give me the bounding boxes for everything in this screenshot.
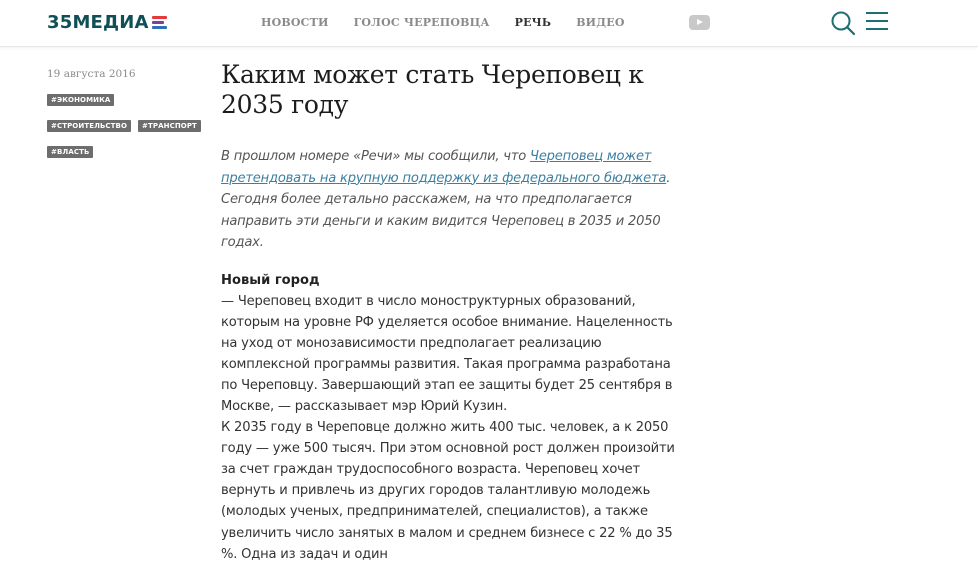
lead-text-after: . Сегодня более детально расскажем, на что предполагается направить эти деньги и каким видится Череповец в 2035 и 2050 годах. [221,170,671,250]
tag-power[interactable]: #ВЛАСТЬ [47,146,93,158]
tag-economy[interactable]: #ЭКОНОМИКА [47,94,114,106]
tag-transport[interactable]: #ТРАНСПОРТ [138,120,201,132]
search-icon[interactable] [830,10,856,36]
lead-text-before: В прошлом номере «Речи» мы сообщили, что [221,149,531,164]
nav-golos-cherepovtsa[interactable]: ГОЛОС ЧЕРЕПОВЦА [353,16,490,29]
article-lead [221,146,676,254]
section-heading: Новый город [221,272,320,288]
tag-list [47,94,207,158]
article-body [221,291,676,565]
article-title: Каким может стать Череповец к 2035 году [221,60,644,119]
nav-video[interactable]: ВИДЕО [576,16,625,29]
nav-news[interactable]: НОВОСТИ [261,16,329,29]
logo-text: 35МЕДИА [47,12,149,33]
logo-lines-icon [152,16,167,29]
nav-rech[interactable]: РЕЧЬ [514,16,552,29]
article-date: 19 августа 2016 [47,68,136,80]
menu-icon[interactable] [866,12,888,32]
lead-link[interactable]: Череповец может претендовать на крупную поддержку из федерального бюджета [221,149,667,186]
paragraph: — Череповец входит в число моноструктурных образований, которым на уровне РФ уделяется особое внимание. Нацеленность на уход от монозависимости предполагает реализацию комплексной программы развития. Такая программа разработана по Череповцу. Завершающий этап ее защиты будет 25 сентября в Москве, — рассказывает мэр Юрий Кузин. [221,293,673,414]
site-logo[interactable] [47,12,167,33]
article-sidebar [47,68,207,158]
main-nav [261,16,650,29]
tag-construction[interactable]: #СТРОИТЕЛЬСТВО [47,120,131,132]
youtube-icon[interactable] [689,15,710,30]
paragraph: К 2035 году в Череповце должно жить 400 тыс. человек, а к 2050 году — уже 500 тысяч. При этом основной рост должен произойти за счет граждан трудоспособного возраста. Череповец хочет вернуть и привлечь из других городов талантливую молодежь (молодых ученых, предпринимателей, специалистов), а также увеличить число занятых в малом и среднем бизнесе с 22 % до 35 %. Одна из задач и один [221,420,675,562]
article [221,60,676,565]
site-header [0,0,978,47]
